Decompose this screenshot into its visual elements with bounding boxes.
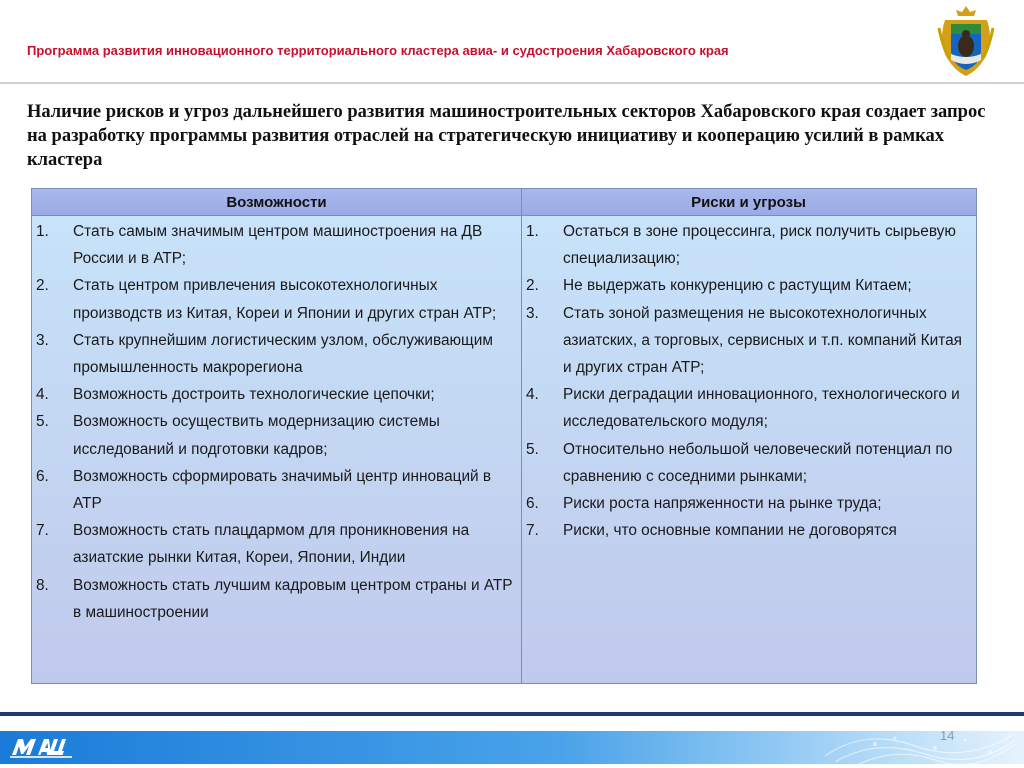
list-item xyxy=(522,490,977,517)
footer-divider xyxy=(0,712,1024,716)
item-text: Возможность сформировать значимый центр инноваций в АТР xyxy=(73,467,492,513)
list-item xyxy=(522,300,977,382)
list-item xyxy=(32,218,521,272)
item-number: 3. xyxy=(526,304,539,322)
item-number: 5. xyxy=(36,413,49,431)
item-text: Риски, что основные компании не договорятся xyxy=(563,522,897,540)
item-text: Возможность достроить технологические цепочки; xyxy=(73,386,435,404)
list-item xyxy=(32,327,521,381)
item-number: 7. xyxy=(36,522,49,540)
item-number: 5. xyxy=(526,440,539,458)
risks-list xyxy=(522,218,977,544)
list-item xyxy=(32,272,521,326)
column-header-opportunities: Возможности xyxy=(226,194,327,211)
list-item xyxy=(32,463,521,517)
item-number: 6. xyxy=(36,467,49,485)
item-text: Возможность стать плацдармом для проникновения на азиатские рынки Китая, Кореи, Японии, Индии xyxy=(73,522,470,567)
item-text: Относительно небольшой человеческий потенциал по сравнению с соседними рынками; xyxy=(563,440,953,485)
item-text: Стать самым значимым центром машиностроения на ДВ России и в АТР; xyxy=(73,223,483,268)
list-item xyxy=(32,572,521,626)
list-item xyxy=(522,272,977,299)
opportunities-list xyxy=(32,218,521,626)
lead-paragraph: Наличие рисков и угроз дальнейшего развития машиностроительных секторов Хабаровского края создает запрос на разработку программы развития отраслей на стратегическую инициативу и кооперацию усилий в рамках кластера xyxy=(27,102,986,170)
item-number: 2. xyxy=(36,277,49,295)
list-item xyxy=(522,381,977,435)
decorative-swirl-icon xyxy=(815,726,1024,768)
university-logo-icon xyxy=(10,735,72,759)
item-number: 7. xyxy=(526,522,539,540)
item-number: 4. xyxy=(526,386,539,404)
header-title: Программа развития инновационного территориального кластера авиа- и судостроения Хабаровского края xyxy=(27,43,729,58)
item-number: 3. xyxy=(36,331,49,349)
item-text: Возможность осуществить модернизацию системы исследований и подготовки кадров; xyxy=(73,413,440,458)
list-item xyxy=(522,436,977,490)
item-text: Не выдержать конкуренцию с растущим Китаем; xyxy=(563,277,912,295)
list-item xyxy=(32,408,521,462)
list-item xyxy=(522,517,977,544)
item-text: Остаться в зоне процессинга, риск получить сырьевую специализацию; xyxy=(563,223,956,268)
item-number: 4. xyxy=(36,386,49,404)
item-number: 6. xyxy=(526,495,539,513)
coat-of-arms-icon xyxy=(935,4,997,78)
item-text: Стать зоной размещения не высокотехнологичных азиатских, а торговых, сервисных и т.п. компаний Китая и других стран АТР; xyxy=(563,304,962,377)
item-text: Возможность стать лучшим кадровым центром страны и АТР в машиностроении xyxy=(73,576,513,621)
list-item xyxy=(522,218,977,272)
list-item xyxy=(32,381,521,408)
item-number: 1. xyxy=(36,223,49,240)
item-text: Риски деградации инновационного, технологического и исследовательского модуля; xyxy=(563,386,960,431)
item-number: 2. xyxy=(526,277,539,295)
item-number: 8. xyxy=(36,576,49,594)
table-header-row xyxy=(32,189,976,216)
list-item xyxy=(32,517,521,571)
item-number: 1. xyxy=(526,223,539,240)
item-text: Стать крупнейшим логистическим узлом, обслуживающим промышленность макрорегиона xyxy=(73,331,493,377)
header-divider xyxy=(0,82,1024,84)
item-text: Стать центром привлечения высокотехнологичных производств из Китая, Кореи и Японии и других стран АТР; xyxy=(73,277,497,322)
page-number: 14 xyxy=(940,728,955,743)
swot-table xyxy=(31,188,977,684)
column-header-risks: Риски и угрозы xyxy=(691,194,806,211)
item-text: Риски роста напряженности на рынке труда; xyxy=(563,495,882,513)
